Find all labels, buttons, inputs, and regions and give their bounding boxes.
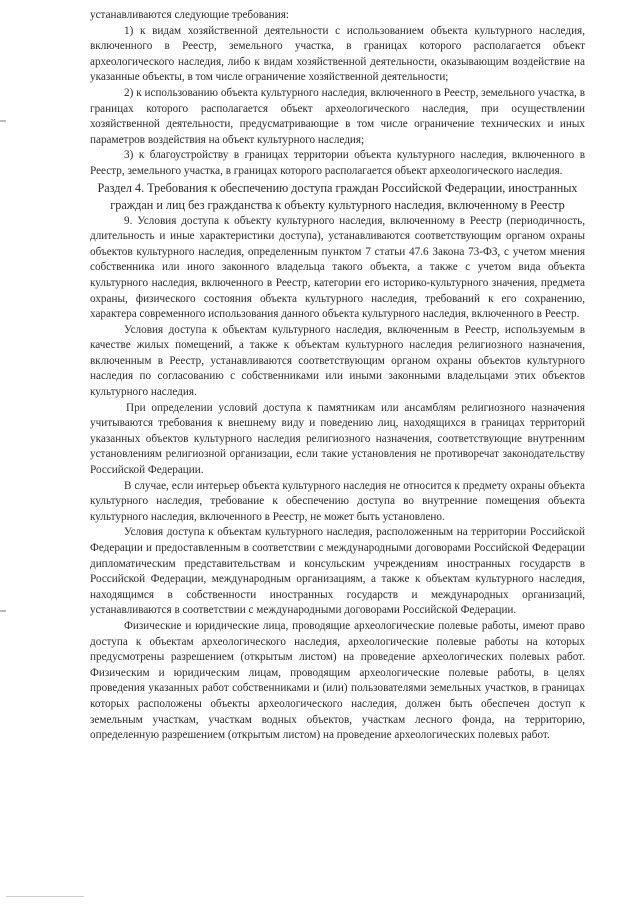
paragraph-religious-requirements: При определении условий доступа к памятникам или ансамблям религиозного назначения учитываются требования к внешнему виду и поведению лиц, находящихся в границах территорий указанных объектов культурного наследия религиозного назначения, соответствующие внутренним установлениям религиозной организации, если такие установления не противоречат законодательству Российской Федерации. <box>90 401 585 477</box>
paragraph-diplomatic: Условия доступа к объектам культурного наследия, расположенным на территории Российской Федерации и предоставленным в соответствии с международными договорами Российской Федерации дипломатическим представительствам и консульским учреждениям иностранных государств в Российской Федерации, международным организациям, а также к объектам культурного наследия, находящимся в собственности иностранных государств и международных организаций, устанавливаются в соответствии с международными договорами Российской Федерации. <box>90 526 585 617</box>
paragraph-archaeological-works: Физические и юридические лица, проводящие археологические полевые работы, имеют право доступа к объектам археологического наследия, археологические полевые работы на которых предусмотрены разрешением (открытым листом) на проведение археологических полевых работ. Физическим и юридическим лицам, проводящим археологические полевые работы, в целях проведения указанных работ собственниками и (или) пользователями земельных участков, в границах которых расположены объекты археологического наследия, должен быть обеспечен доступ к земельным участкам, участкам водных объектов, участкам лесного фонда, на территорию, определенную разрешением (открытым листом) на проведение археологических полевых работ. <box>90 619 585 742</box>
paragraph-access-residential: Условия доступа к объектам культурного наследия, включенным в Реестр, используемым в качестве жилых помещений, а также к объектам культурного наследия религиозного назначения, включенным в Реестр, устанавливаются соответствующим органом охраны объектов культурного наследия по согласованию с собственниками или иными законными владельцами этих объектов культурного наследия. <box>90 323 585 399</box>
document-page <box>90 8 585 744</box>
paragraph-interior: В случае, если интерьер объекта культурного наследия не относится к предмету охраны объекта культурного наследия, требование к обеспечению доступа во внутренние помещения объекта культурного наследия, включенного в Реестр, не может быть установлено. <box>90 479 585 523</box>
section-heading: Раздел 4. Требования к обеспечению доступа граждан Российской Федерации, иностранных граждан и лиц без гражданства к объекту культурного наследия, включенному в Реестр <box>97 180 578 212</box>
scan-margin-mark <box>0 120 6 122</box>
requirement-item-3: 3) к благоустройству в границах территории объекта культурного наследия, включенного в Реестр, земельного участка, в границах которого располагается объект археологического наследия. <box>90 149 585 177</box>
requirement-item-1: 1) к видам хозяйственной деятельности с использованием объекта культурного наследия, включенного в Реестр, земельного участка, в границах которого располагается объект археологического наследия, либо к видам хозяйственной деятельности, оказывающим воздействие на указанные объекты, в том числе ограничение хозяйственной деятельности; <box>90 24 585 84</box>
requirement-item-2: 2) к использованию объекта культурного наследия, включенного в Реестр, земельного участка, в границах которого располагается объект археологического наследия, при осуществлении хозяйственной деятельности, предусматривающие в том числе ограничение технических и иных параметров воздействия на объект культурного наследия; <box>90 86 585 146</box>
paragraph-9: 9. Условия доступа к объекту культурного наследия, включенному в Реестр (периодичность, длительность и иные характеристики доступа), устанавливаются соответствующим органом охраны объектов культурного наследия, определенным пунктом 7 статьи 47.6 Закона 73-ФЗ, с учетом мнения собственника или иного законного владельца такого объекта, а также с учетом вида объекта культурного наследия, включенного в Реестр, категории его историко-культурного значения, предмета охраны, физического состояния объекта культурного наследия, требований к его сохранению, характера современного использования данного объекта культурного наследия, включенного в Реестр. <box>90 214 585 321</box>
scan-bottom-mark <box>6 896 84 897</box>
intro-line: устанавливаются следующие требования: <box>90 9 290 21</box>
scan-margin-mark <box>0 610 6 612</box>
